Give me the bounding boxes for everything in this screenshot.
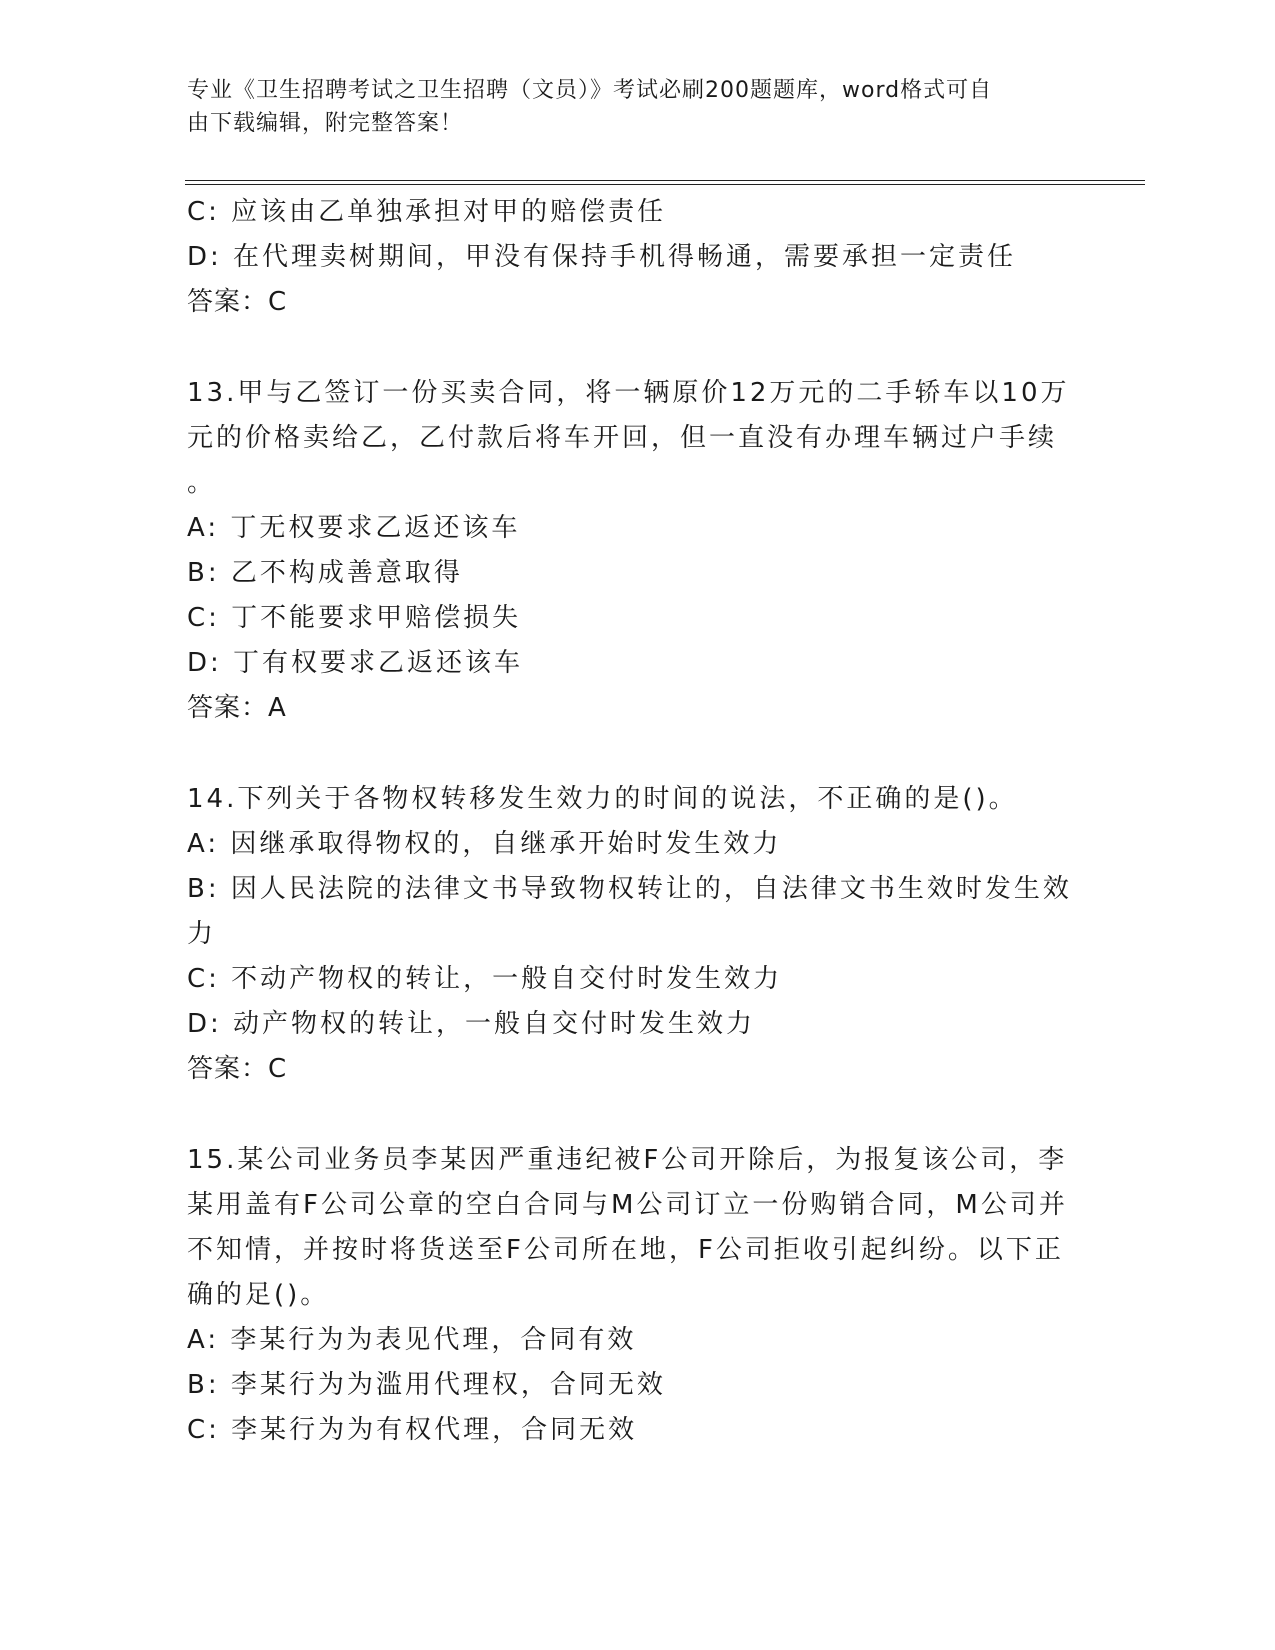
option-d: D: 在代理卖树期间，甲没有保持手机得畅通，需要承担一定责任 [187,242,1017,272]
answer-line: 答案：A [187,693,287,723]
option-d: D: 动产物权的转让，一般自交付时发生效力 [187,1009,756,1039]
question-14 [187,777,1087,1092]
option-b: B: 李某行为为滥用代理权，合同无效 [187,1370,666,1400]
option-a: A: 丁无权要求乙返还该车 [187,513,521,543]
option-d: D: 丁有权要求乙返还该车 [187,648,524,678]
question-stem: 15.某公司业务员李某因严重违纪被F公司开除后，为报复该公司，李 [187,1145,1068,1175]
option-c: C: 丁不能要求甲赔偿损失 [187,603,522,633]
question-content [187,190,1087,1453]
option-c: C: 应该由乙单独承担对甲的赔偿责任 [187,197,667,227]
option-b-continued: 力 [187,919,217,949]
question-13 [187,371,1087,731]
option-a: A: 因继承取得物权的，自继承开始时发生效力 [187,829,782,859]
header-divider-bottom [185,184,1145,185]
header-divider-top [185,180,1145,181]
header-line-2: 由下载编辑，附完整答案！ [187,111,464,136]
question-stem: 不知情，并按时将货送至F公司所在地，F公司拒收引起纠纷。以下正 [187,1235,1064,1265]
question-stem: 13.甲与乙签订一份买卖合同，将一辆原价12万元的二手轿车以10万 [187,378,1070,408]
option-c: C: 李某行为为有权代理，合同无效 [187,1415,638,1445]
document-header [187,74,1067,140]
question-15 [187,1138,1087,1453]
option-b: B: 乙不构成善意取得 [187,558,463,588]
answer-line: 答案：C [187,1054,288,1084]
question-stem: 。 [187,468,217,498]
option-a: A: 李某行为为表见代理，合同有效 [187,1325,637,1355]
question-stem: 元的价格卖给乙，乙付款后将车开回，但一直没有办理车辆过户手续 [187,423,1058,453]
question-stem: 确的足()。 [187,1280,330,1310]
question-stem: 14.下列关于各物权转移发生效力的时间的说法，不正确的是()。 [187,784,1018,814]
option-b: B: 因人民法院的法律文书导致物权转让的，自法律文书生效时发生效 [187,874,1072,904]
header-line-1: 专业《卫生招聘考试之卫生招聘（文员）》考试必刷200题题库，word格式可自 [187,78,993,103]
answer-line: 答案：C [187,287,288,317]
option-c: C: 不动产物权的转让，一般自交付时发生效力 [187,964,783,994]
previous-question-tail [187,190,1087,325]
question-stem: 某用盖有F公司公章的空白合同与M公司订立一份购销合同，M公司并 [187,1190,1068,1220]
